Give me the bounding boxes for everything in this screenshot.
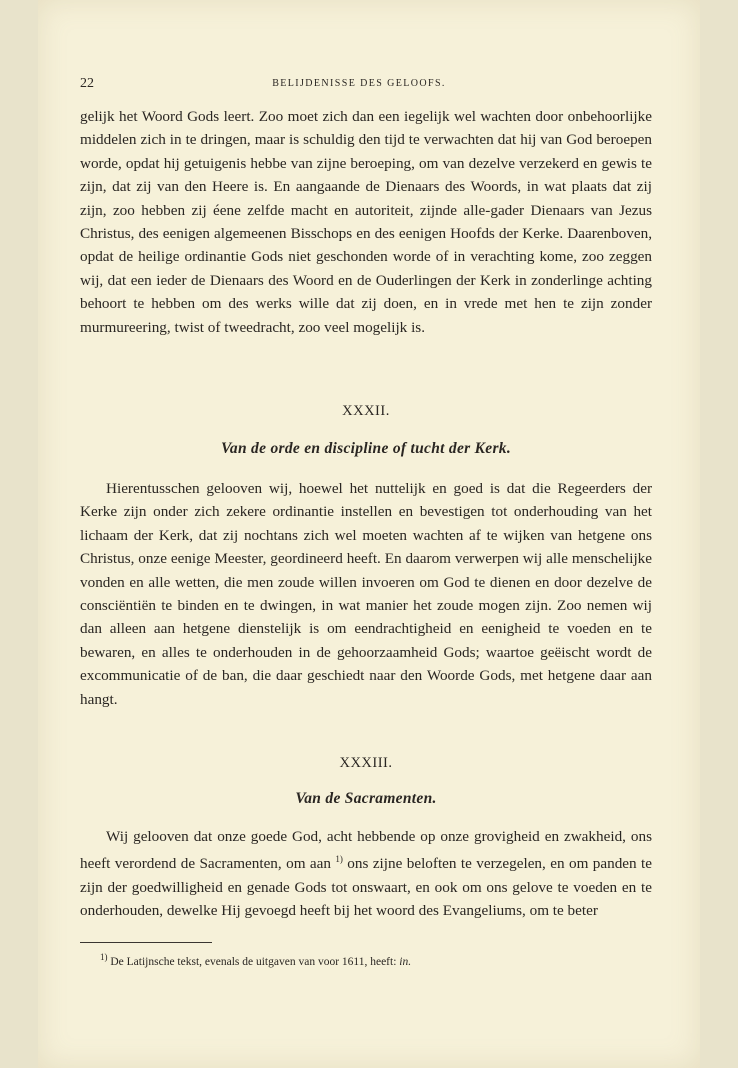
article-33-number: XXXIII. [339,755,393,771]
page-header [80,76,638,96]
footnote-emphasis: in. [399,955,412,968]
footnote [100,948,652,971]
article-32-text: Hierentusschen gelooven wij, hoewel het nuttelijk en goed is dat die Regeerders der Kerke zijn onder zich zekere ordinantie instellen en bevestigen tot onderhouding van het lichaam der Kerk, dat zij nochtans zich wel moeten wachten af te wijken van hetgene ons Christus, onze eenige Meester, geordineerd heeft. En daarom verwerpen wij alle menschelijke vonden en alle wetten, die men zoude willen invoeren om God te dienen en door dezelve de consciëntiën te binden en te dwingen, in wat manier het zoude mogen zijn. Zoo nemen wij dan alleen aan hetgene dienstelijk is om eendrachtigheid en eenigheid te voeden en te bewaren, en alles te onderhouden in de gehoorzaamheid Gods; waartoe geëischt wordt de excommunicatie of de ban, die daar geschiedt naar den Woorde Gods, met hetgene daar aan hangt. [80,480,652,708]
footnote-divider [80,942,212,943]
article-32-number: XXXII. [342,403,390,419]
paragraph-text: gelijk het Woord Gods leert. Zoo moet zich dan een iegelijk wel wachten door onbehoorlijke middelen zich in te dringen, maar is schuldig den tijd te verwachten dat hij van God beroepen worde, opdat hij getuigenis hebbe van zijne beroeping, om van dezelve verzekerd en gewis te zijn, dat zij van den Heere is. En aangaande de Dienaars des Woords, in wat plaats dat zij zijn, zoo hebben zij éene zelfde macht en autoriteit, zijnde alle-gader Dienaars van Jezus Christus, des eenigen algemeenen Bisschops en des eenigen Hoofds der Kerke. Daarenboven, opdat de heilige ordinantie Gods niet geschonden worde of in verachting kome, zoo zeggen wij, dat een ieder de Dienaars des Woord en de Ouderlingen der Kerk in zonderlinge achting behoort te hebben om des werks wille dat zij doen, en in vrede met hen te zijn zonder murmureering, twist of tweedracht, zoo veel mogelijk is. [80,108,652,336]
article-32-body [80,477,652,711]
footnote-text: De Latijnsche tekst, evenals de uitgaven van voor 1611, heeft: [107,955,400,968]
article-33-text [80,825,652,923]
article-33-body [80,825,652,923]
footnote-marker: 1) [100,952,108,962]
article-33-text-b: ons zijne beloften te verzegelen, en om panden te zijn der goedwilligheid en genade Gods tot onswaart, en ook om ons gelove te voeden en te onderhouden, dewelke Hij gevoegd heeft bij het woord des Evangeliums, om te beter [80,855,653,920]
page-number: 22 [80,76,94,91]
running-title: BELIJDENISSE DES GELOOFS. [272,78,446,89]
article-33-title: Van de Sacramenten. [295,790,437,807]
footnote-reference[interactable]: 1) [335,854,343,865]
article-32-title: Van de orde en discipline of tucht der Kerk. [220,440,512,457]
article-33-text-a: Wij gelooven dat onze goede God, acht hebbende op onze grovigheid en zwakheid, ons heeft verordend de Sacramenten, om aan [80,828,652,873]
paragraph-continuation [80,105,652,339]
